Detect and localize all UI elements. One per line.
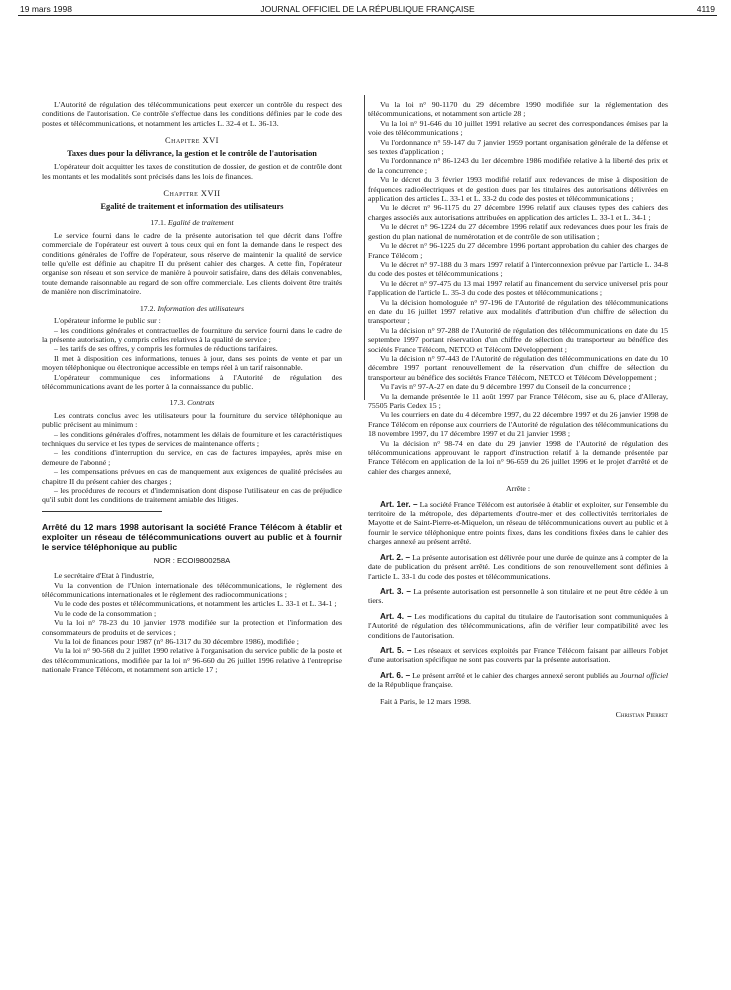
article-5-text: Les réseaux et services exploités par France Télécom faisant par ailleurs l'objet d'une autorisation spécifique ne sont pas couverts par la présente autorisation. bbox=[368, 645, 668, 665]
visa-paragraph: Vu la loi n° 90-1170 du 29 décembre 1990 modifiée sur la réglementation des télécommunications, et notamment son article 28 ; bbox=[368, 100, 668, 119]
article-6-label: Art. 6. – bbox=[380, 670, 411, 680]
article-1 bbox=[368, 500, 668, 547]
section-17-3-para: Les contrats conclus avec les utilisateurs pour la fourniture du service téléphonique au public précisent au minimum : bbox=[42, 410, 342, 430]
article-1-label: Art. 1er. – bbox=[380, 499, 418, 509]
chapter-16-title: Taxes dues pour la délivrance, la gestion et le contrôle de l'autorisation bbox=[67, 148, 317, 158]
section-17-3-para: – les conditions d'interruption du service, en cas de factures impayées, après mise en demeure de l'abonné ; bbox=[42, 448, 342, 467]
visa-paragraph: Le secrétaire d'Etat à l'industrie, bbox=[54, 571, 155, 581]
visa-paragraph: Vu la décision n° 98-74 en date du 29 janvier 1998 de l'Autorité de régulation des télécommunications approuvant le rapport d'instruction relatif à la demande présentée par France Télécom en application de la loi n° 96-659 du 26 juillet 1996 et le projet d'arrêté et de cahier des charges annexé, bbox=[368, 438, 668, 476]
section-17-2-para: L'opérateur informe le public sur : bbox=[54, 316, 161, 326]
article-2 bbox=[368, 553, 668, 581]
visa-paragraph: Vu le décret n° 96-1175 du 27 décembre 1996 relatif aux clauses types des cahiers des charges associés aux autorisations attribuées en application des articles L. 33-1 et L. 34-1 ; bbox=[368, 203, 668, 222]
chapter-16-number: Chapitre XVI bbox=[165, 136, 219, 146]
visa-paragraph: Vu le décret n° 96-1224 du 27 décembre 1996 relatif aux redevances dues pour les frais de gestion du plan national de numérotation et de contrôle de son utilisation ; bbox=[368, 222, 668, 241]
article-1-text: La société France Télécom est autorisée à établir et exploiter, sur l'ensemble du territoire de la métropole, des départements d'outre-mer et des collectivités territoriales de Mayotte et de Saint-Pierre-et-Miquelon, un réseau de télécommunications ouvert au public et à fournir le service téléphonique entre points fixes, dans les conditions fixées dans le cahier des charges annexé au présent arrêté. bbox=[368, 499, 668, 547]
section-17-2-para: – les tarifs de ses offres, y compris les formules de réductions tarifaires. bbox=[54, 344, 278, 354]
visa-paragraph: Vu le décret n° 97-475 du 13 mai 1997 relatif au financement du service universel pris pour l'application de l'article L. 35-3 du code des postes et télécommunications ; bbox=[368, 278, 668, 298]
header-page-number: 4119 bbox=[696, 4, 715, 14]
visa-paragraph: Vu la loi de finances pour 1987 (n° 86-1317 du 30 décembre 1986), modifiée ; bbox=[54, 637, 299, 647]
article-4-label: Art. 4. – bbox=[380, 611, 412, 621]
article-2-text: La présente autorisation est délivrée pour une durée de quinze ans à compter de la date de publication du présent arrêté. Les conditions de son renouvellement sont définies à l'article L. 33-1 du code des postes et télécommunications. bbox=[368, 552, 668, 581]
section-17-2-number: 17.2. bbox=[139, 303, 156, 313]
section-17-2-heading bbox=[42, 304, 342, 313]
section-17-1-number: 17.1. bbox=[150, 218, 166, 228]
left-column bbox=[42, 100, 342, 675]
section-17-3-number: 17.3. bbox=[169, 398, 186, 408]
section-17-1-text: Le service fourni dans le cadre de la présente autorisation tel que décrit dans l'offre commerciale de l'opérateur est ouvert à tous ceux qui en font la demande dans le respect des conditions générales de l'offre de l'opérateur, sous réserve de maintenir la qualité de service telle qu'elle est définie au chapitre II du présent cahier des charges. A cette fin, l'opérateur organise son réseau et son service de manière à pouvoir satisfaire, dans des délais convenables, toute demande raisonnable au regard de son offre commerciale. Les clients doivent être traités de manière non discriminatoire. bbox=[42, 230, 342, 297]
article-6 bbox=[368, 671, 668, 690]
visa-paragraph: Vu la décision homologuée n° 97-196 de l'Autorité de régulation des télécommunications en date du 16 juillet 1997 relative aux modalités d'attribution d'un chiffre de sélection du transporteur ; bbox=[368, 297, 668, 326]
decree-title: Arrêté du 12 mars 1998 autorisant la société France Télécom à établir et exploiter un réseau de télécommunications ouvert au public et à fournir le service téléphonique au public bbox=[42, 521, 342, 552]
section-17-1-heading bbox=[42, 218, 342, 227]
article-6-text-pre: Le présent arrêté et le cahier des charges annexé seront publiés au bbox=[412, 670, 619, 680]
article-5-label: Art. 5. – bbox=[380, 645, 412, 655]
visa-paragraph: Vu la demande présentée le 11 août 1997 par France Télécom, sise au 6, place d'Alleray, 75505 Paris Cedex 15 ; bbox=[368, 391, 668, 410]
section-17-2-title: Information des utilisateurs bbox=[157, 303, 245, 313]
article-5 bbox=[368, 646, 668, 665]
visa-paragraph: Vu l'avis n° 97-A-27 en date du 9 décembre 1997 du Conseil de la concurrence ; bbox=[380, 382, 631, 392]
visa-paragraph: Vu le décret n° 96-1225 du 27 décembre 1996 portant approbation du cahier des charges de France Télécom ; bbox=[368, 241, 668, 260]
visa-paragraph: Vu le code des postes et télécommunications, et notamment les articles L. 33-1 et L. 34-1 ; bbox=[54, 599, 337, 609]
section-17-2-para: – les conditions générales et contractuelles de fourniture du service fourni dans le cadre de la présente autorisation, y compris celles relatives à la qualité de service ; bbox=[42, 325, 342, 344]
chapter-17-number: Chapitre XVII bbox=[163, 189, 221, 199]
section-17-3-para: – les conditions générales d'offres, notamment les délais de fourniture et les caractéristiques techniques du service et les types de services de maintenance offerts ; bbox=[42, 429, 342, 448]
visa-paragraph: Vu la convention de l'Union internationale des télécommunications, le règlement des télécommunications internationales et le règlement des radiocommunications ; bbox=[42, 580, 342, 600]
done-at-line: Fait à Paris, le 12 mars 1998. bbox=[380, 696, 471, 706]
visa-paragraph: Vu le code de la consommation ; bbox=[54, 608, 157, 618]
visa-paragraph: Vu la décision n° 97-288 de l'Autorité de régulation des télécommunications en date du 15 septembre 1997 portant réservation d'un chiffre de sélection du transporteur au bénéfice des sociétés France Télécom, NETCO et Télécom Développement ; bbox=[368, 325, 668, 354]
visa-paragraph: Vu l'ordonnance n° 86-1243 du 1er décembre 1986 modifiée relative à la liberté des prix et de la concurrence ; bbox=[368, 156, 668, 175]
visa-paragraph: Vu le décret du 3 février 1993 modifié relatif aux redevances de mise à disposition de fréquences radioélectriques et de gestion dues par les titulaires des autorisations délivrées en application des articles L. 33-1 et L. 33-2 du code des postes et télécommunications ; bbox=[368, 175, 668, 204]
section-17-1-title: Egalité de traitement bbox=[167, 218, 234, 228]
header-rule bbox=[18, 15, 717, 16]
header-journal-title: JOURNAL OFFICIEL DE LA RÉPUBLIQUE FRANÇAISE bbox=[260, 4, 475, 14]
visa-paragraph: Vu la décision n° 97-443 de l'Autorité de régulation des télécommunications en date du 10 décembre 1997 portant renouvellement de la réservation d'un chiffre de sélection du transporteur au bénéfice des sociétés France Télécom, NETCO et Télécom Développement ; bbox=[368, 353, 668, 382]
section-17-3-title: Contrats bbox=[187, 398, 215, 408]
article-4 bbox=[368, 612, 668, 640]
visa-paragraph: Vu la loi n° 91-646 du 10 juillet 1991 relative au secret des correspondances émises par la voie des télécommunications ; bbox=[368, 118, 668, 138]
article-2-label: Art. 2. – bbox=[380, 552, 411, 562]
visa-paragraph: Vu le décret n° 97-188 du 3 mars 1997 relatif à l'interconnexion prévue par l'article L. 34-8 du code des postes et télécommunications ; bbox=[368, 259, 668, 279]
article-6-text-post: de la République française. bbox=[368, 680, 453, 690]
visa-paragraph: Vu la loi n° 78-23 du 10 janvier 1978 modifiée sur la protection et l'information des consommateurs de produits et de services ; bbox=[42, 618, 342, 637]
section-separator bbox=[42, 511, 162, 512]
intro-paragraph: L'Autorité de régulation des télécommunications peut exercer un contrôle du respect des conditions de l'autorisation. Ce contrôle s'effectue dans les conditions définies par le code des postes et télécommunications, et notamment les articles L. 32-4 et L. 36-13. bbox=[42, 100, 342, 128]
section-17-3-para: – les procédures de recours et d'indemnisation dont dispose l'utilisateur en cas de préjudice qu'il subit dont les conditions de traitement amiable des litiges. bbox=[42, 486, 342, 505]
section-17-3-heading bbox=[42, 398, 342, 407]
signature: Christian Pierret bbox=[615, 709, 668, 719]
right-column bbox=[368, 100, 668, 719]
article-6-journal-title: Journal officiel bbox=[620, 670, 669, 680]
section-17-3-para: – les compensations prévues en cas de manquement aux exigences de qualité précisées au chapitre II du présent cahier des charges ; bbox=[42, 467, 342, 486]
chapter-16-text: L'opérateur doit acquitter les taxes de constitution de dossier, de gestion et de contrôle dont les montants et les modalités sont précisés dans les lois de finances. bbox=[42, 162, 342, 181]
visa-paragraph: Vu l'ordonnance n° 59-147 du 7 janvier 1959 portant organisation générale de la défense et ses textes d'application ; bbox=[368, 137, 668, 157]
article-3 bbox=[368, 587, 668, 606]
article-4-text: Les modifications du capital du titulaire de l'autorisation sont communiquées à l'Autorité de régulation des télécommunications, afin de vérifier leur compatibilité avec les conditions de l'autorisation. bbox=[368, 611, 668, 640]
visa-paragraph: Vu la loi n° 90-568 du 2 juillet 1990 relative à l'organisation du service public de la poste et des télécommunications, modifiée par la loi n° 96-660 du 26 juillet 1996 relative à l'entreprise nationale France Télécom, et notamment son article 17 ; bbox=[42, 646, 342, 675]
arrete-heading: Arrête : bbox=[505, 484, 531, 494]
header-date: 19 mars 1998 bbox=[20, 4, 72, 14]
column-divider bbox=[364, 95, 365, 400]
chapter-17-title: Egalité de traitement et information des utilisateurs bbox=[100, 201, 284, 211]
visa-paragraph: Vu les courriers en date du 4 décembre 1997, du 22 décembre 1997 et du 26 janvier 1998 de France Télécom en réponse aux courriers de l'Autorité de régulation des télécommunications du 18 novembre 1997, du 17 décembre 1997 et du 21 janvier 1998 ; bbox=[368, 410, 668, 439]
section-17-2-para: Il met à disposition ces informations, tenues à jour, dans ses points de vente et par un moyen téléphonique ou électronique accessible en temps réel à un tarif raisonnable. bbox=[42, 353, 342, 373]
article-3-label: Art. 3. – bbox=[380, 586, 411, 596]
article-3-text: La présente autorisation est personnelle à son titulaire et ne peut être cédée à un tiers. bbox=[368, 586, 668, 606]
nor-reference: NOR : ECOI9800258A bbox=[153, 555, 231, 565]
section-17-2-para: L'opérateur communique ces informations à l'Autorité de régulation des télécommunications avant de les porter à la connaissance du public. bbox=[42, 372, 342, 391]
